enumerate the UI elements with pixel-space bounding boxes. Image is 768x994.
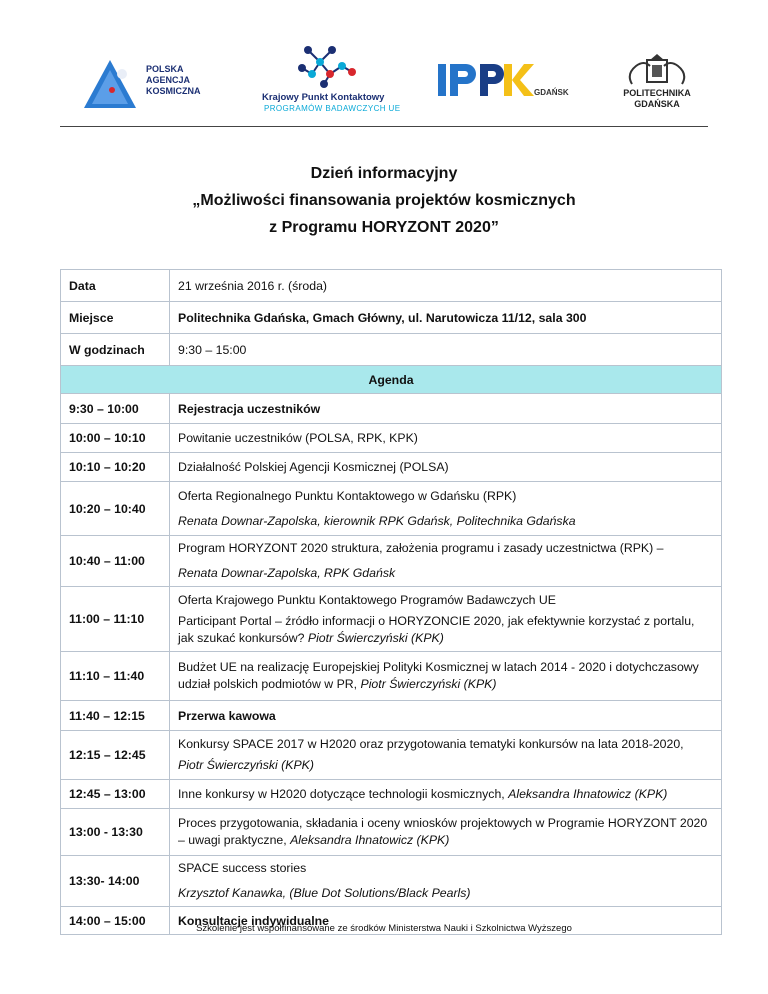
agenda-row [61,394,722,424]
kpk-subtitle: PROGRAMÓW BADAWCZYCH UE [264,104,401,113]
agenda-item [170,652,722,701]
agenda-item: Rejestracja uczestników [170,394,722,424]
title-line-3: z Programu HORYZONT 2020” [269,219,499,236]
agenda-time: 14:00 – 15:00 [61,907,170,935]
agenda-time: 10:00 – 10:10 [61,424,170,453]
header-divider [60,126,708,127]
agenda-text: Oferta Regionalnego Punktu Kontaktowego w Gdańsku (RPK) [178,488,517,503]
agenda-item [170,780,722,809]
logo-bar [60,30,708,120]
agenda-row [61,652,722,701]
agenda-row [61,424,722,453]
info-value: 21 września 2016 r. (środa) [170,270,722,302]
agenda-text: Program HORYZONT 2020 struktura, założenia programu i zasady uczestnictwa (RPK) – [178,541,664,555]
agenda-text: Proces przygotowania, składania i oceny wniosków projektowych w Programie HORYZONT 2020 – uwagi praktyczne, [178,816,708,847]
agenda-row [61,731,722,780]
agenda-text: Budżet UE na realizację Europejskiej Polityki Kosmicznej w latach 2014 - 2020 i dotychczasowy udział polskich podmiotów w PR, [178,660,699,691]
agenda-text: Oferta Krajowego Punktu Kontaktowego Programów Badawczych UE [178,592,556,607]
agenda-row [61,482,722,536]
agenda-header: Agenda [61,366,722,394]
agenda-row [61,587,722,652]
agenda-time: 11:40 – 12:15 [61,701,170,731]
agenda-time: 13:00 - 13:30 [61,809,170,856]
agenda-speaker: Aleksandra Ihnatowicz (KPK) [508,787,668,801]
agenda-row [61,809,722,856]
agenda-item [170,587,722,652]
info-row-place [61,302,722,334]
info-label: Data [61,270,170,302]
title-line-2: „Możliwości finansowania projektów kosmicznych [192,192,576,209]
pg-crest-icon [612,54,702,88]
agenda-time: 12:15 – 12:45 [61,731,170,780]
pg-name: POLITECHNIKA GDAŃSKA [623,88,691,109]
info-value: 9:30 – 15:00 [170,334,722,366]
agenda-time: 10:40 – 11:00 [61,536,170,587]
rpk-city: GDAŃSK [534,88,569,97]
agenda-table [60,269,722,935]
agenda-text: Konkursy SPACE 2017 w H2020 oraz przygotowania tematyki konkursów na lata 2018-2020, [178,737,684,751]
info-value: Politechnika Gdańska, Gmach Główny, ul. Narutowicza 11/12, sala 300 [170,302,722,334]
agenda-speaker: Krzysztof Kanawka, (Blue Dot Solutions/Black Pearls) [178,886,471,900]
agenda-time: 10:10 – 10:20 [61,453,170,482]
kpk-logo [260,42,400,122]
rpk-logo [438,62,578,102]
agenda-speaker: Piotr Świerczyński (KPK) [307,630,444,645]
agenda-time: 11:10 – 11:40 [61,652,170,701]
polsa-triangle-icon [82,58,142,112]
agenda-item [170,731,722,780]
agenda-speaker: Renata Downar-Zapolska, RPK Gdańsk [178,566,396,580]
agenda-item [170,809,722,856]
info-label: Miejsce [61,302,170,334]
agenda-text: SPACE success stories [178,861,307,875]
agenda-row [61,856,722,907]
polsa-logo [82,58,222,114]
agenda-item [170,482,722,536]
title-line-1: Dzień informacyjny [310,165,458,182]
agenda-item: Przerwa kawowa [170,701,722,731]
agenda-time: 11:00 – 11:10 [61,587,170,652]
agenda-time: 13:30- 14:00 [61,856,170,907]
agenda-speaker: Renata Downar-Zapolska, kierownik RPK Gdańsk, Politechnika Gdańska [178,513,576,528]
agenda-row [61,701,722,731]
agenda-speaker: Piotr Świerczyński (KPK) [360,677,497,691]
agenda-item [170,856,722,907]
agenda-text: Inne konkursy w H2020 dotyczące technologii kosmicznych, [178,787,505,801]
info-row-date [61,270,722,302]
kpk-name: Krajowy Punkt Kontaktowy [262,92,385,103]
agenda-row [61,453,722,482]
agenda-speaker: Aleksandra Ihnatowicz (KPK) [290,833,450,847]
footer-note: Szkolenie jest współfinansowane ze środków Ministerstwa Nauki i Szkolnictwa Wyższego [196,923,572,934]
agenda-text-2: Participant Portal – źródło informacji o HORYZONCIE 2020, jak efektywnie korzystać z portalu, jak szukać konkursów? [178,613,695,645]
page-title [60,160,708,241]
info-row-hours [61,334,722,366]
agenda-item: Działalność Polskiej Agencji Kosmicznej (POLSA) [170,453,722,482]
agenda-time: 9:30 – 10:00 [61,394,170,424]
agenda-row [61,780,722,809]
agenda-item: Konsultacje indywidualne [170,907,722,935]
agenda-time: 10:20 – 10:40 [61,482,170,536]
agenda-item: Powitanie uczestników (POLSA, RPK, KPK) [170,424,722,453]
agenda-time: 12:45 – 13:00 [61,780,170,809]
agenda-item [170,536,722,587]
agenda-speaker: Piotr Świerczyński (KPK) [178,758,314,772]
info-label: W godzinach [61,334,170,366]
rpk-letters-icon [438,62,534,98]
polsa-name: POLSKA AGENCJA KOSMICZNA [146,64,201,96]
kpk-molecule-icon [260,42,400,90]
agenda-header-row [61,366,722,394]
pg-logo [612,54,702,116]
agenda-row [61,536,722,587]
